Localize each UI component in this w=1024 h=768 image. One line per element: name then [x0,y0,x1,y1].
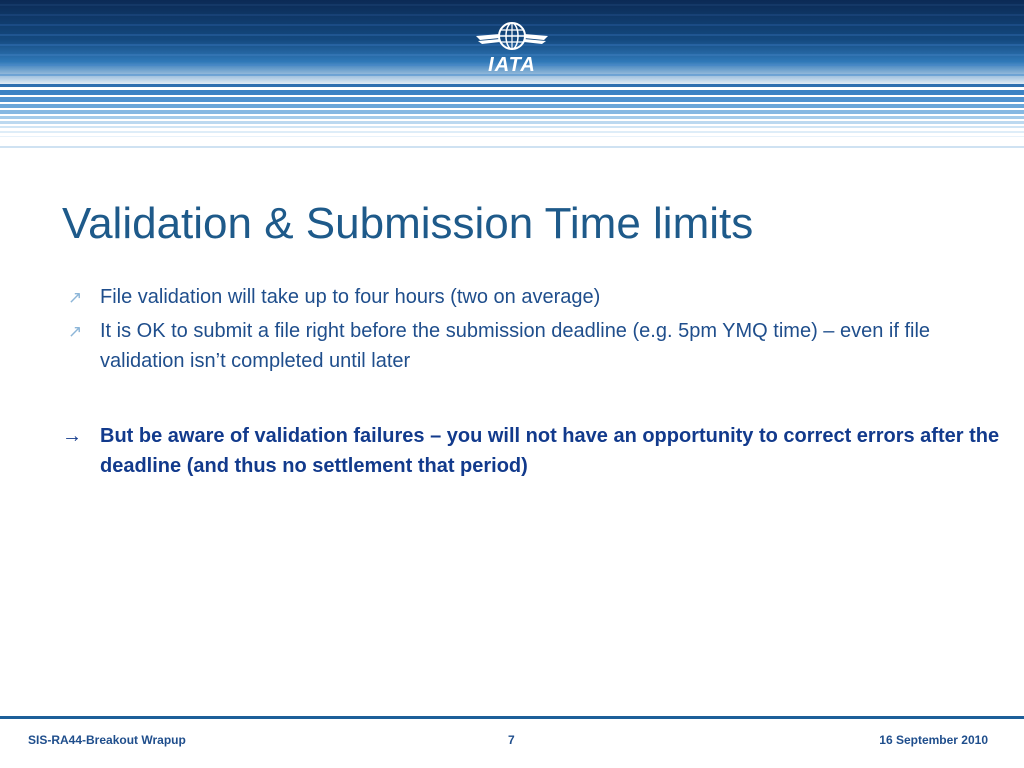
bullet-text: File validation will take up to four hours (two on average) [100,286,601,308]
bullet-item [62,316,972,376]
footer-rule [0,716,1024,719]
callout-note [62,421,1020,481]
arrow-bullet-icon: ↗ [68,288,83,307]
bullet-text: It is OK to submit a file right before the submission deadline (e.g. 5pm YMQ time) – even if file validation isn’t completed until later [100,320,931,372]
logo-text: IATA [488,54,536,76]
bullet-item [62,282,972,312]
page-number: 7 [508,733,515,747]
callout-text: But be aware of validation failures – you will not have an opportunity to correct errors after the deadline (and thus no settlement that period) [100,425,1000,477]
footer-presentation-name: SIS-RA44-Breakout Wrapup [28,733,186,747]
slide-title: Validation & Submission Time limits [62,199,754,248]
right-arrow-icon: → [62,425,82,447]
footer-date: 16 September 2010 [879,733,988,747]
iata-logo [474,20,550,76]
arrow-bullet-icon: ↗ [68,322,83,341]
globe-wings-icon [474,20,550,56]
bullet-list [62,282,972,380]
